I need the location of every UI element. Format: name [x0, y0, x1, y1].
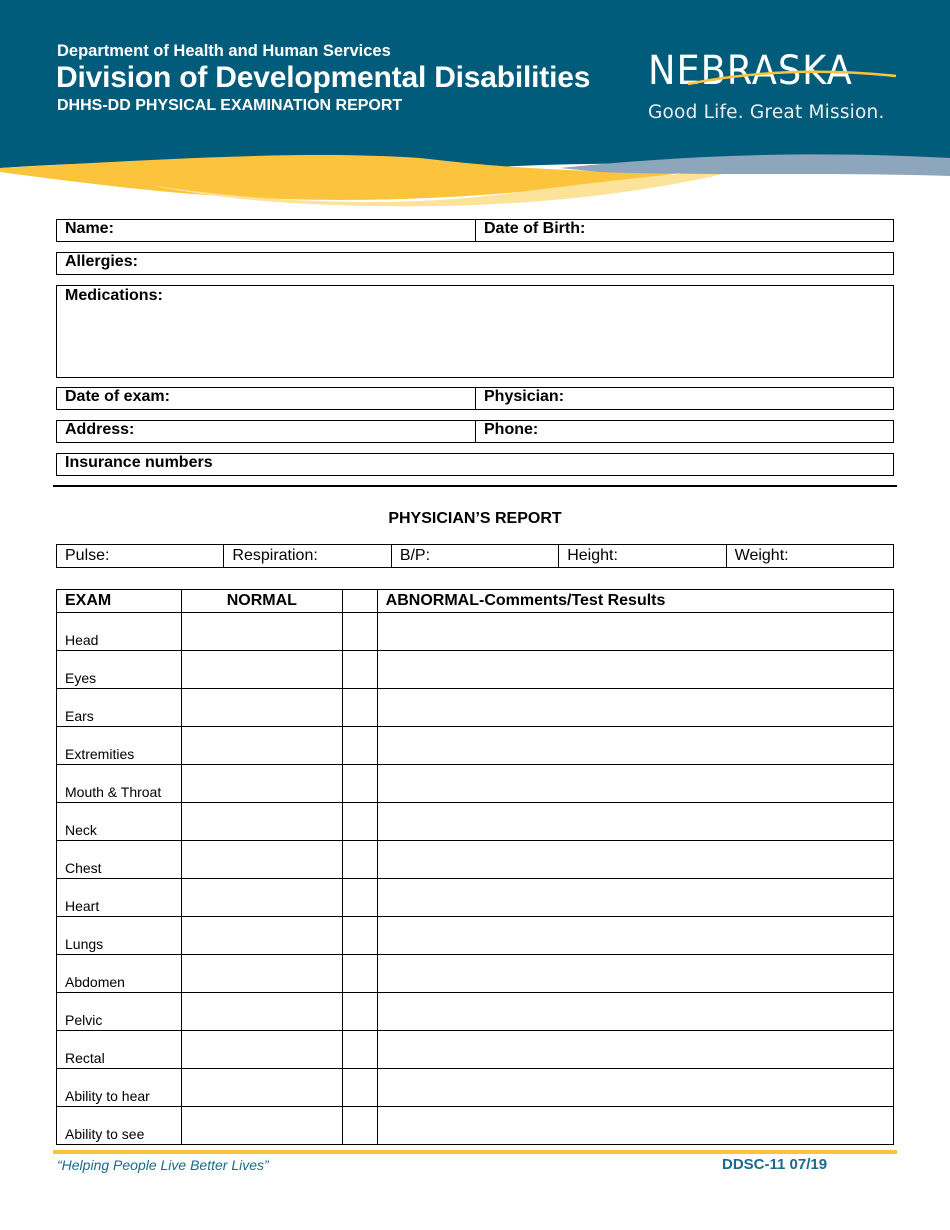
- abnormal-comments-cell[interactable]: [377, 613, 893, 651]
- abnormal-comments-cell[interactable]: [377, 651, 893, 689]
- normal-cell[interactable]: [181, 727, 342, 765]
- physicians-report-title: PHYSICIAN’S REPORT: [388, 510, 562, 527]
- check-cell[interactable]: [342, 993, 377, 1031]
- bp-field[interactable]: B/P:: [392, 545, 559, 567]
- department-name: Department of Health and Human Services: [57, 42, 391, 60]
- table-row: [57, 993, 894, 1031]
- normal-cell[interactable]: [181, 689, 342, 727]
- medications-field[interactable]: [56, 285, 894, 378]
- abnormal-comments-cell[interactable]: [377, 917, 893, 955]
- table-row: [57, 841, 894, 879]
- table-row: [57, 727, 894, 765]
- abnormal-comments-cell[interactable]: [377, 689, 893, 727]
- abnormal-comments-cell[interactable]: [377, 727, 893, 765]
- normal-cell[interactable]: [181, 651, 342, 689]
- exam-item-label: Neck: [57, 803, 182, 841]
- normal-cell[interactable]: [181, 803, 342, 841]
- logo-wordmark: NEBRASKA: [648, 48, 853, 94]
- exam-item-label: Chest: [57, 841, 182, 879]
- exam-item-label: Head: [57, 613, 182, 651]
- phone-label: Phone:: [484, 421, 539, 438]
- table-row: [57, 955, 894, 993]
- division-name: Division of Developmental Disabilities: [56, 61, 591, 94]
- abnormal-header: ABNORMAL-Comments/Test Results: [377, 590, 893, 613]
- normal-cell[interactable]: [181, 955, 342, 993]
- check-cell[interactable]: [342, 689, 377, 727]
- exam-item-label: Rectal: [57, 1031, 182, 1069]
- height-field[interactable]: Height:: [559, 545, 726, 567]
- normal-cell[interactable]: [181, 613, 342, 651]
- check-cell[interactable]: [342, 917, 377, 955]
- divider: [475, 421, 476, 442]
- abnormal-comments-cell[interactable]: [377, 1031, 893, 1069]
- physician-label: Physician:: [484, 388, 565, 405]
- check-cell[interactable]: [342, 1069, 377, 1107]
- table-row: [57, 917, 894, 955]
- table-row: [57, 765, 894, 803]
- table-row: [57, 1031, 894, 1069]
- nebraska-logo: [648, 48, 898, 128]
- name-dob-row: [56, 219, 894, 242]
- address-phone-row: [56, 420, 894, 443]
- allergies-field[interactable]: [56, 252, 894, 275]
- form-code: DDSC-11 07/19: [722, 1156, 828, 1173]
- medications-label: Medications:: [65, 287, 163, 304]
- check-cell[interactable]: [342, 651, 377, 689]
- divider: [475, 388, 476, 409]
- allergies-label: Allergies:: [65, 253, 138, 270]
- abnormal-comments-cell[interactable]: [377, 993, 893, 1031]
- normal-cell[interactable]: [181, 993, 342, 1031]
- logo-swoosh-icon: [648, 48, 898, 98]
- exam-item-label: Eyes: [57, 651, 182, 689]
- abnormal-comments-cell[interactable]: [377, 765, 893, 803]
- weight-field[interactable]: Weight:: [734, 547, 789, 564]
- exam-item-label: Heart: [57, 879, 182, 917]
- vitals-row: [56, 544, 894, 568]
- check-cell[interactable]: [342, 955, 377, 993]
- exam-item-label: Pelvic: [57, 993, 182, 1031]
- table-row: [57, 1107, 894, 1145]
- exam-item-label: Lungs: [57, 917, 182, 955]
- exam-physician-row: [56, 387, 894, 410]
- abnormal-comments-cell[interactable]: [377, 803, 893, 841]
- report-title: DHHS-DD PHYSICAL EXAMINATION REPORT: [57, 97, 403, 114]
- name-label: Name:: [65, 220, 114, 237]
- exam-item-label: Extremities: [57, 727, 182, 765]
- table-row: [57, 613, 894, 651]
- divider: [475, 220, 476, 241]
- abnormal-comments-cell[interactable]: [377, 1107, 893, 1145]
- exam-item-label: Abdomen: [57, 955, 182, 993]
- address-label: Address:: [65, 421, 135, 438]
- abnormal-comments-cell[interactable]: [377, 879, 893, 917]
- check-cell[interactable]: [342, 841, 377, 879]
- check-cell[interactable]: [342, 1031, 377, 1069]
- table-row: [57, 879, 894, 917]
- check-cell[interactable]: [342, 803, 377, 841]
- blank-header: [342, 590, 377, 613]
- check-cell[interactable]: [342, 879, 377, 917]
- check-cell[interactable]: [342, 727, 377, 765]
- check-cell[interactable]: [342, 765, 377, 803]
- footer-motto: “Helping People Live Better Lives”: [57, 1157, 269, 1173]
- abnormal-comments-cell[interactable]: [377, 955, 893, 993]
- section-divider: [53, 485, 897, 487]
- exam-table-header: [57, 590, 894, 613]
- normal-cell[interactable]: [181, 841, 342, 879]
- exam-item-label: Ability to see: [57, 1107, 182, 1145]
- normal-cell[interactable]: [181, 1107, 342, 1145]
- exam-item-label: Mouth & Throat: [57, 765, 182, 803]
- normal-cell[interactable]: [181, 1069, 342, 1107]
- table-row: [57, 803, 894, 841]
- pulse-field[interactable]: Pulse:: [57, 545, 224, 567]
- insurance-label: Insurance numbers: [65, 454, 213, 471]
- logo-tagline: Good Life. Great Mission.: [648, 102, 885, 123]
- normal-cell[interactable]: [181, 1031, 342, 1069]
- exam-table: [56, 589, 894, 1145]
- table-row: [57, 689, 894, 727]
- exam-date-label: Date of exam:: [65, 388, 170, 405]
- table-row: [57, 651, 894, 689]
- normal-cell[interactable]: [181, 879, 342, 917]
- check-cell[interactable]: [342, 613, 377, 651]
- footer-rule: [53, 1150, 897, 1154]
- normal-header: NORMAL: [181, 590, 342, 613]
- dob-label: Date of Birth:: [484, 220, 586, 237]
- exam-table-body: [57, 613, 894, 1145]
- table-row: [57, 1069, 894, 1107]
- abnormal-comments-cell[interactable]: [377, 1069, 893, 1107]
- exam-item-label: Ability to hear: [57, 1069, 182, 1107]
- exam-item-label: Ears: [57, 689, 182, 727]
- normal-cell[interactable]: [181, 765, 342, 803]
- check-cell[interactable]: [342, 1107, 377, 1145]
- respiration-field[interactable]: Respiration:: [224, 545, 391, 567]
- header-banner: [0, 0, 950, 215]
- normal-cell[interactable]: [181, 917, 342, 955]
- abnormal-comments-cell[interactable]: [377, 841, 893, 879]
- exam-header: EXAM: [57, 590, 182, 613]
